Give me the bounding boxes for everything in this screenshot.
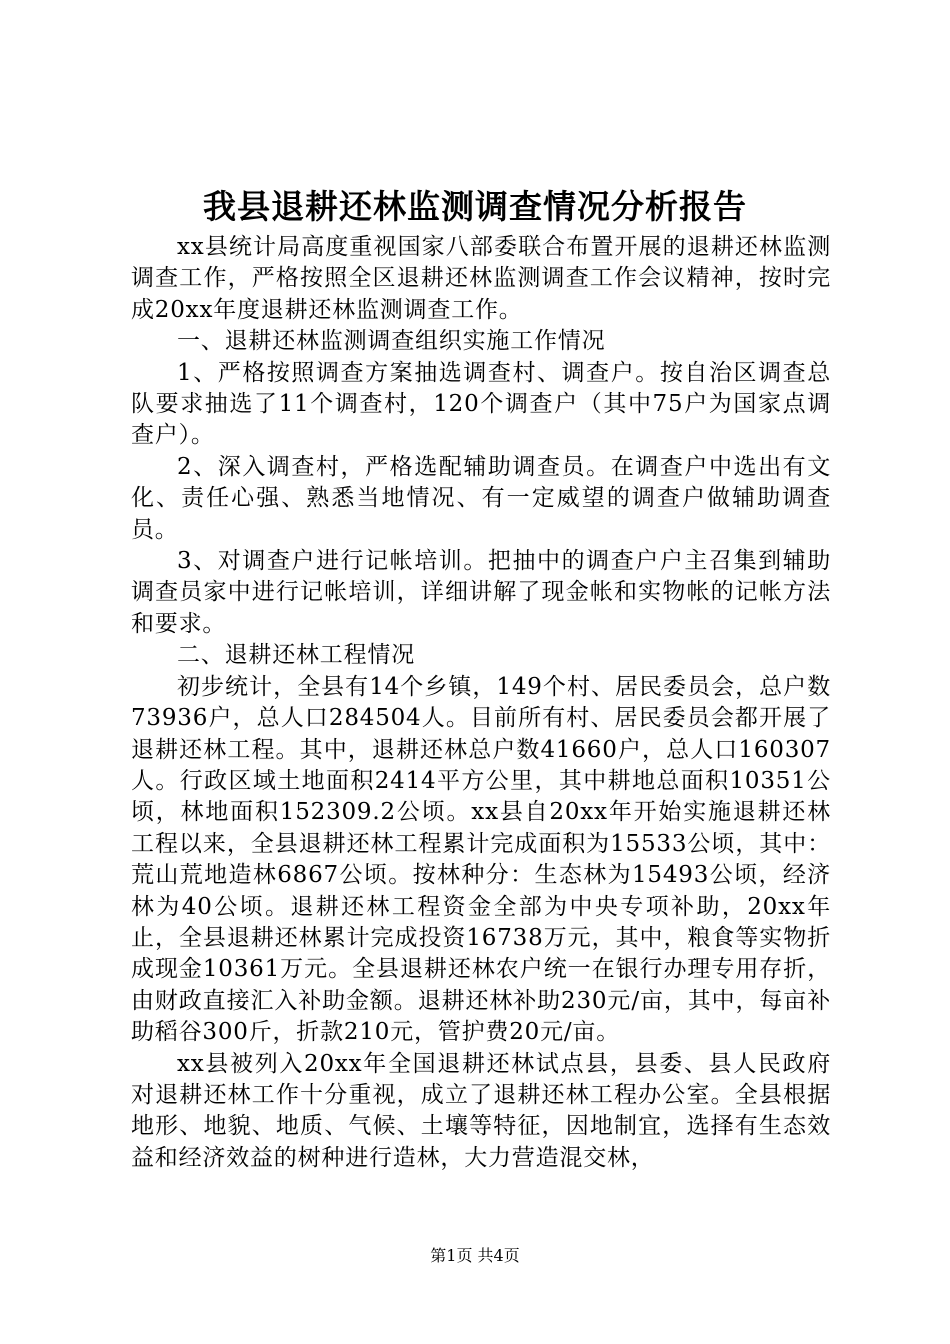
section-heading-2: 二、退耕还林工程情况 [177, 642, 415, 669]
paragraph-item-3: 3、对调查户进行记帐培训。把抽中的调查户户主召集到辅助调查员家中进行记帐培训，详细讲解了现金帐和实物帐的记帐方法和要求。 [131, 548, 831, 637]
page-number-footer: 第1页 共4页 [430, 1246, 520, 1265]
document-title: 我县退耕还林监测调查情况分析报告 [203, 187, 747, 226]
document-body [131, 232, 831, 1174]
paragraph-item-2: 2、深入调查村，严格选配辅助调查员。在调查户中选出有文化、责任心强、熟悉当地情况、有一定威望的调查户做辅助调查员。 [131, 453, 831, 543]
paragraph-item-1: 1、严格按照调查方案抽选调查村、调查户。按自治区调查总队要求抽选了11个调查村，120个调查户（其中75户为国家点调查户）。 [131, 359, 831, 449]
paragraph-intro: xx县统计局高度重视国家八部委联合布置开展的退耕还林监测调查工作，严格按照全区退耕还林监测调查工作会议精神，按时完成20xx年度退耕还林监测调查工作。 [131, 234, 831, 323]
paragraph-pilot-county: xx县被列入20xx年全国退耕还林试点县，县委、县人民政府对退耕还林工作十分重视，成立了退耕还林工程办公室。全县根据地形、地貌、地质、气候、土壤等特征，因地制宜，选择有生态效益和经济效益的树种进行造林，大力营造混交林， [131, 1050, 831, 1171]
paragraph-statistics: 初步统计，全县有14个乡镇，149个村、居民委员会，总户数73936户，总人口284504人。目前所有村、居民委员会都开展了退耕还林工程。其中，退耕还林总户数41660户，总人口160307人。行政区域土地面积2414平方公里，其中耕地总面积10351公顷，林地面积152309.2公顷。xx县自20xx年开始实施退耕还林工程以来，全县退耕还林工程累计完成面积为15533公顷，其中：荒山荒地造林6867公顷。按林种分：生态林为15493公顷，经济林为40公顷。退耕还林工程资金全部为中央专项补助，20xx年止，全县退耕还林累计完成投资16738万元，其中，粮食等实物折成现金10361万元。全县退耕还林农户统一在银行办理专用存折，由财政直接汇入补助金额。退耕还林补助230元/亩，其中，每亩补助稻谷300斤，折款210元，管护费20元/亩。 [131, 673, 831, 1046]
section-heading-1: 一、退耕还林监测调查组织实施工作情况 [177, 328, 606, 355]
